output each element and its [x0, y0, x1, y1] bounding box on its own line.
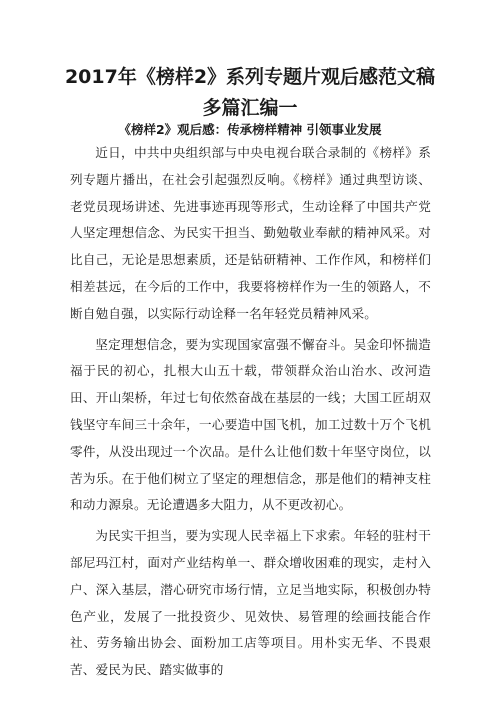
paragraph-3: 为民实干担当，要为实现人民幸福上下求索。年轻的驻村干部尼玛江村，面对产业结构单一、群众增收困难的现实，走村入户、深入基层，潜心研究市场行情，立足当地实际，积极创办特色产业，发展了一批投资少、见效快、易管理的绘画技能合作社、劳务输出协会、面粉加工店等项目。用朴实无华、不畏艰苦、爱民为民、踏实做事的: [70, 528, 431, 678]
document-title: 2017年《榜样2》系列专题片观后感范文稿多篇汇编一: [64, 66, 436, 119]
paragraph-1: 近日，中共中央组织部与中央电视台联合录制的《榜样》系列专题片播出，在社会引起强烈反响。《榜样》通过典型访谈、老党员现场讲述、先进事迹再现等形式，生动诠释了中国共产党人坚定理想信念、为民实干担当、勤勉敬业奉献的精神风采。对比自己，无论是思想素质，还是钻研精神、工作作风，和榜样们相差甚远，在今后的工作中，我要将榜样作为一生的领路人，不断自勉自强，以实际行动诠释一名年轻党员精神风采。: [70, 145, 431, 321]
paragraph-2: 坚定理想信念，要为实现国家富强不懈奋斗。吴金印怀揣造福于民的初心，扎根大山五十载，带领群众治山治水、改河造田、开山架桥，年过七旬依然奋战在基层的一线；大国工匠胡双钱坚守车间三十余年，一心要造中国飞机，加工过数十万个飞机零件，从没出现过一个次品。是什么让他们数十年坚守岗位，以苦为乐。在于他们树立了坚定的理想信念，那是他们的精神支柱和动力源泉。无论遭遇多大阻力，从不更改初心。: [70, 336, 431, 513]
document-subtitle: 《榜样2》观后感：传承榜样精神 引领事业发展: [118, 122, 382, 137]
document-body: [70, 140, 431, 684]
